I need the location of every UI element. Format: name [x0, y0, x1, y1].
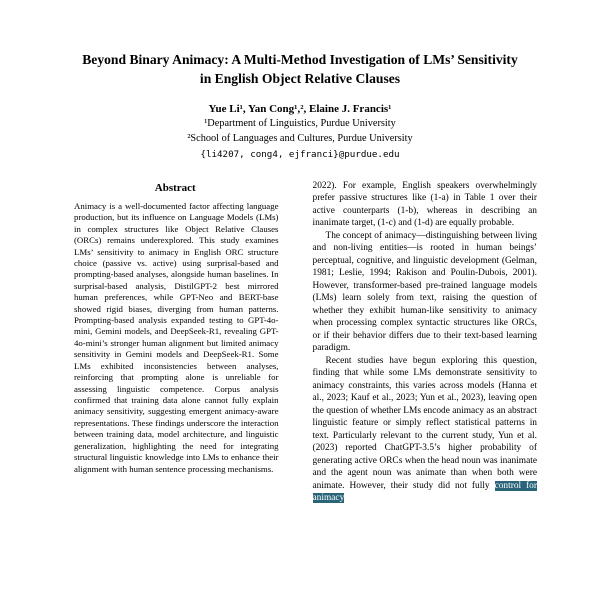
affiliation-2: ²School of Languages and Cultures, Purdue University [187, 133, 413, 145]
selection-highlight: control for animacy [312, 480, 537, 504]
abstract-text: Animacy is a well-documented factor affecting language production, but its influence on Language Models (LMs) in complex structures like Object Relative Clauses (ORCs) remains underexplored. This study examines LMs’ sensitivity to animacy in English ORC structure choice (passive vs. active) using surprisal-based and prompting-based analyses, alongside human baselines. In surprisal-based analysis, DistilGPT-2 best mirrored human preferences, while GPT-Neo and BERT-base showed rigid biases, diverging from human patterns. Prompting-based analysis expanded testing to GPT-4o-mini, Gemini models, and DeepSeek-R1, revealing GPT-4o-mini’s stronger human alignment but limited animacy sensitivity in Gemini models and DeepSeek-R1. Some LMs exhibited inconsistencies between analyses, reinforcing that prompting alone is unreliable for assessing linguistic competence. Corpus analysis confirmed that training data alone cannot fully explain animacy sensitivity, suggesting emergent animacy-aware representations. These findings underscore the interaction between training data, model architecture, and linguistic generalization, highlighting the need for integrating structural linguistic knowledge into LMs to enhance their alignment with human sentence processing mechanisms. [74, 200, 279, 474]
author-emails: {li4207, cong4, ejfranci}@purdue.edu [200, 148, 400, 160]
body-paragraph-3 [313, 355, 538, 505]
paper-title [63, 50, 537, 88]
two-column-body [63, 180, 537, 505]
left-column [63, 180, 288, 505]
right-column [313, 180, 538, 505]
authors-line: Yue Li¹, Yan Cong¹,², Elaine J. Francis¹ [208, 103, 392, 116]
body-paragraph-2: The concept of animacy—distinguishing between living and non-living entities—is rooted in human beings’ perceptual, cognitive, and linguistic development (Gelman, 1981; Leslie, 1994; Rakison and Poulin-Dubois, 2001). However, transformer-based pre-trained language models (LMs) learn solely from text, raising the question of whether they exhibit human-like sensitivity to animacy when processing complex syntactic structures like ORCs, or if their behavior differs due to their text-based learning paradigm. [312, 230, 537, 354]
body-paragraph-1: 2022). For example, English speakers overwhelmingly prefer passive structures like (1-a) in Table 1 over their active counterparts (1-b), whereas in describing an inanimate target, (1-c) and (1-d) are equally probable. [312, 180, 537, 229]
abstract-heading: Abstract [154, 181, 196, 194]
title-line-1: Beyond Binary Animacy: A Multi-Method Investigation of LMs’ Sensitivity [82, 52, 518, 67]
affiliation-1: ¹Department of Linguistics, Purdue University [204, 118, 396, 130]
title-line-2: in English Object Relative Clauses [199, 71, 401, 87]
body-paragraph-3-text: Recent studies have begun exploring this question, finding that while some LMs demonstrate sensitivity to animacy constraints, this varies across models (Hanna et al., 2023; Kauf et al., 2023; Yun et al., 2023), leaving open the question of whether LMs encode animacy as an abstract linguistic feature or simply reflect statistical patterns in text. Particularly relevant to the current study, Yun et al. (2023) reported ChatGPT-3.5’s higher probability of generating active ORCs when the head noun was inanimate and the agent noun was animate than when both were animate. However, their study did not fully [312, 355, 537, 491]
